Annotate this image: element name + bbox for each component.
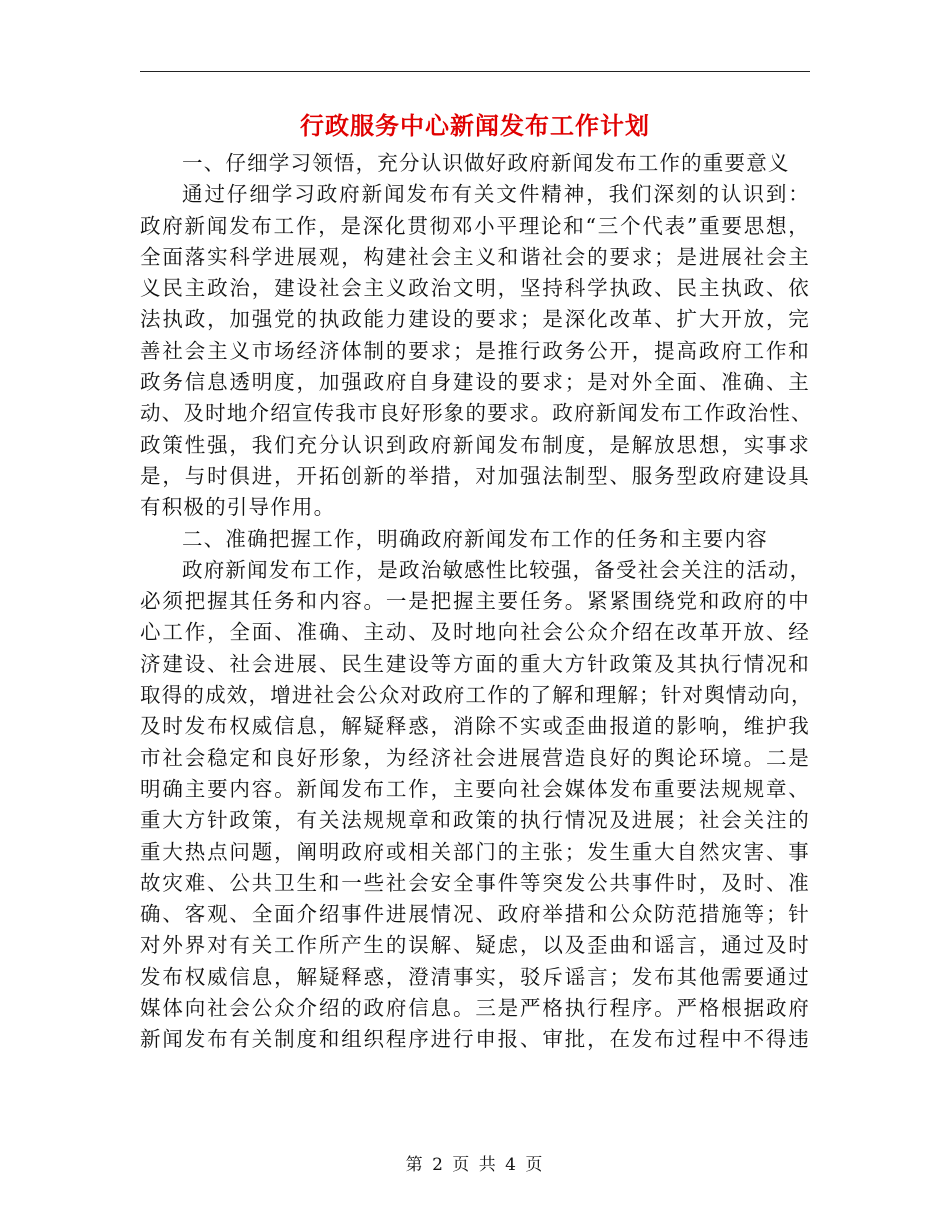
header-rule [140,71,810,72]
paragraph-line: 取得的成效，增进社会公众对政府工作的了解和理解；针对舆情动向， [140,683,813,708]
page-footer [0,1153,950,1177]
paragraph-line: 明确主要内容。新闻发布工作，主要向社会媒体发布重要法规规章、 [140,776,810,801]
paragraph-line: 义民主政治，建设社会主义政治文明，坚持科学执政、民主执政、依 [140,276,810,301]
paragraph-line: 政务信息透明度，加强政府自身建设的要求；是对外全面、准确、主 [140,370,810,395]
paragraph-line: 济建设、社会进展、民生建设等方面的重大方针政策及其执行情况和 [140,651,810,676]
paragraph-line: 及时发布权威信息，解疑释惑，消除不实或歪曲报道的影响，维护我 [140,714,810,739]
paragraph-line: 确、客观、全面介绍事件进展情况、政府举措和公众防范措施等；针 [140,902,810,927]
document-title: 行政服务中心新闻发布工作计划 [300,111,650,140]
paragraph-line: 政府新闻发布工作，是深化贯彻邓小平理论和“三个代表”重要思想， [140,213,810,238]
paragraph-line: 市社会稳定和良好形象，为经济社会进展营造良好的舆论环境。二是 [140,745,810,770]
paragraph-line: 法执政，加强党的执政能力建设的要求；是深化改革、扩大开放，完 [140,307,810,332]
paragraph-line: 故灾难、公共卫生和一些社会安全事件等突发公共事件时，及时、准 [140,870,810,895]
paragraph-line: 对外界对有关工作所产生的误解、疑虑，以及歪曲和谣言，通过及时 [140,933,810,958]
paragraph-line: 有积极的引导作用。 [140,495,336,520]
paragraph-line: 善社会主义市场经济体制的要求；是推行政务公开，提高政府工作和 [140,338,810,363]
paragraph-line: 是，与时俱进，开拓创新的举措，对加强法制型、服务型政府建设具 [140,463,810,488]
paragraph-line: 必须把握其任务和内容。一是把握主要任务。紧紧围绕党和政府的中 [140,589,810,614]
paragraph-line: 政府新闻发布工作，是政治敏感性比较强，备受社会关注的活动， [182,557,812,582]
paragraph-line: 全面落实科学进展观，构建社会主义和谐社会的要求；是进展社会主 [140,244,810,269]
paragraph-line: 新闻发布有关制度和组织程序进行申报、审批，在发布过程中不得违 [140,1027,810,1052]
paragraph-line: 动、及时地介绍宣传我市良好形象的要求。政府新闻发布工作政治性、 [140,401,813,426]
section-heading: 一、仔细学习领悟，充分认识做好政府新闻发布工作的重要意义 [182,151,790,175]
page-number: 第 2 页 共 4 页 [405,1155,545,1175]
paragraph-line: 通过仔细学习政府新闻发布有关文件精神，我们深刻的认识到： [182,182,810,207]
paragraph-line: 重大方针政策，有关法规规章和政策的执行情况及进展；社会关注的 [140,808,810,833]
paragraph-line: 媒体向社会公众介绍的政府信息。三是严格执行程序。严格根据政府 [140,996,810,1021]
paragraph-line: 心工作，全面、准确、主动、及时地向社会公众介绍在改革开放、经 [140,620,810,645]
paragraph-line: 发布权威信息，解疑释惑，澄清事实，驳斥谣言；发布其他需要通过 [140,964,810,989]
document-body [140,148,813,1056]
section-heading: 二、准确把握工作，明确政府新闻发布工作的任务和主要内容 [182,526,768,551]
paragraph-line: 政策性强，我们充分认识到政府新闻发布制度，是解放思想，实事求 [140,432,810,457]
paragraph-line: 重大热点问题，阐明政府或相关部门的主张；发生重大自然灾害、事 [140,839,810,864]
